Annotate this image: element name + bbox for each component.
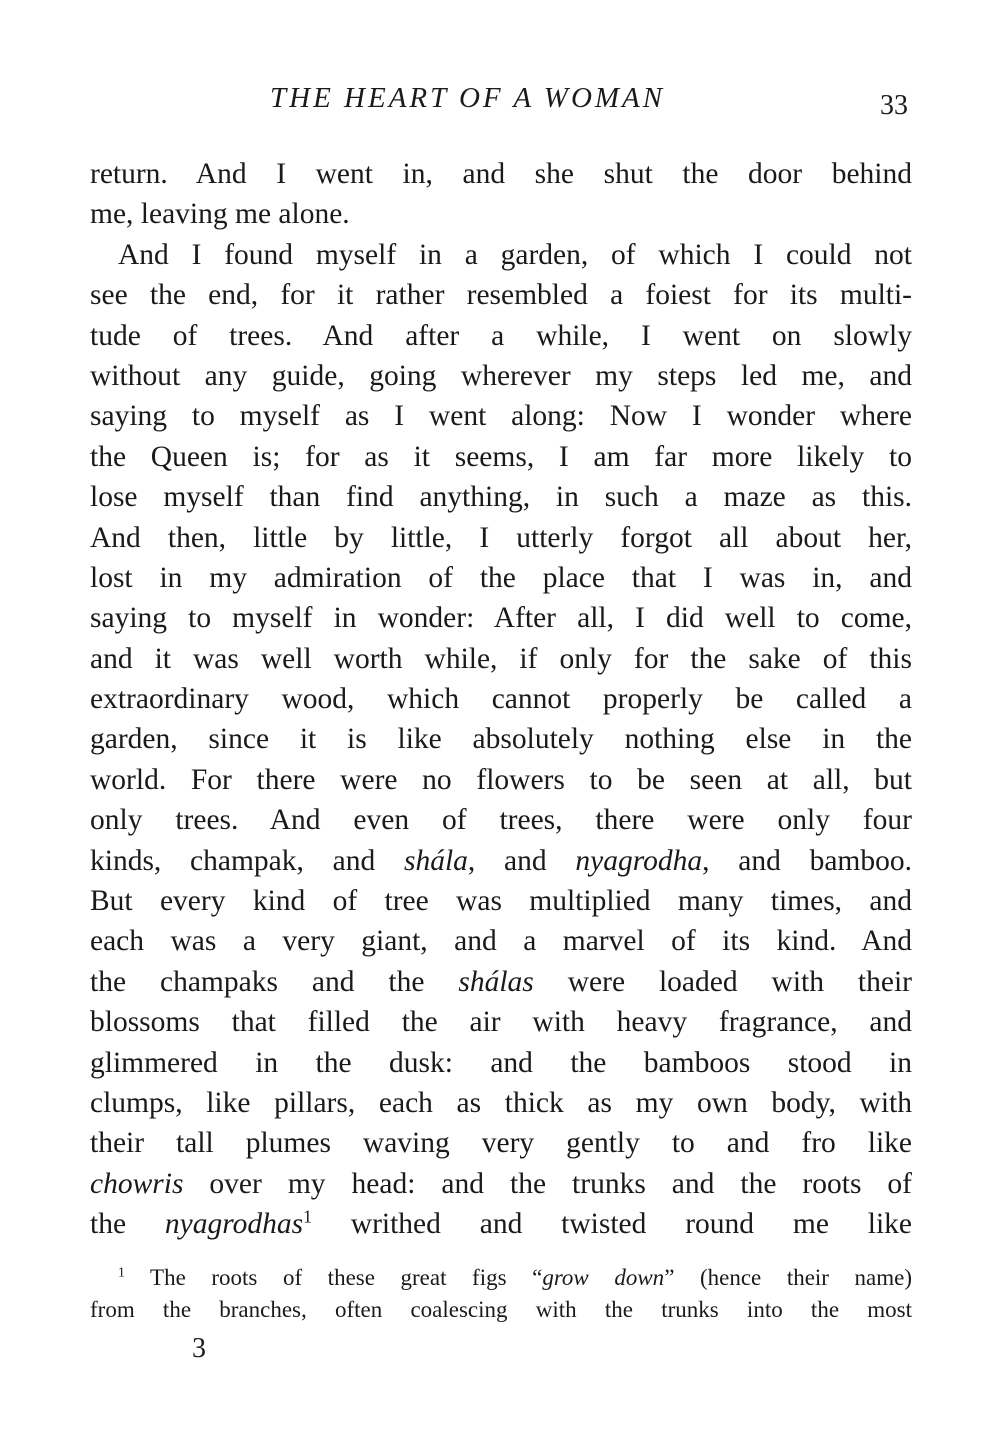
text-line: garden, since it is like absolutely nothing else in the	[90, 723, 912, 756]
italic-term: shála	[403, 844, 468, 877]
italic-term: nyagrodhas	[164, 1208, 304, 1241]
text-line: tude of trees. And after a while, I went on slowly	[90, 319, 912, 352]
text-segment: were loaded with their	[533, 965, 912, 998]
text-segment: The roots of these great figs “	[124, 1265, 543, 1290]
running-head-title: THE HEART OF A WOMAN	[270, 82, 666, 114]
text-line	[90, 1164, 912, 1204]
text-segment: , and bamboo.	[702, 844, 912, 877]
text-line: without any guide, going wherever my steps led me, and	[90, 359, 912, 392]
footnote-line	[90, 1262, 912, 1294]
text-line: see the end, for it rather resembled a foiest for its multi-	[90, 279, 912, 312]
text-line: And then, little by little, I utterly forgot all about her,	[90, 521, 912, 554]
text-line: And I found myself in a garden, of which I could not	[118, 238, 912, 271]
italic-term: shálas	[458, 965, 534, 998]
footnote	[90, 1262, 912, 1326]
text-segment: the	[90, 1208, 165, 1241]
text-line: clumps, like pillars, each as thick as my own body, with	[90, 1086, 912, 1119]
text-line: lost in my admiration of the place that I was in, and	[90, 561, 912, 594]
text-line: extraordinary wood, which cannot properly be called a	[90, 683, 912, 716]
text-line: But every kind of tree was multiplied many times, and	[90, 885, 912, 918]
text-line: saying to myself in wonder: After all, I did well to come,	[90, 602, 912, 635]
text-line: return. And I went in, and she shut the door behind	[90, 158, 912, 190]
text-segment: ” (hence their name)	[664, 1265, 913, 1290]
text-segment: writhed and twisted round me like	[311, 1208, 912, 1241]
text-line	[90, 1204, 912, 1244]
text-line: their tall plumes waving very gently to and fro like	[90, 1127, 912, 1160]
footnote-line: from the branches, often coalescing with the trunks into the most	[90, 1297, 912, 1322]
text-line: world. For there were no flowers to be seen at all, but	[90, 763, 912, 796]
text-segment: over my head: and the trunks and the roots of	[183, 1167, 912, 1200]
text-line: each was a very giant, and a marvel of its kind. And	[90, 925, 912, 958]
text-line: the Queen is; for as it seems, I am far more likely to	[90, 440, 912, 473]
italic-term: grow down	[542, 1265, 665, 1290]
text-segment: kinds, champak, and	[90, 844, 404, 877]
italic-term: nyagrodha	[575, 844, 703, 877]
text-line: only trees. And even of trees, there were only four	[90, 804, 912, 837]
text-line: and it was well worth while, if only for the sake of this	[90, 642, 912, 675]
footnote-reference[interactable]: 1	[303, 1206, 312, 1227]
italic-term: chowris	[90, 1167, 184, 1200]
footnote-marker: 1	[118, 1264, 125, 1280]
text-line: blossoms that filled the air with heavy fragrance, and	[90, 1006, 912, 1039]
text-line: saying to myself as I went along: Now I wonder where	[90, 400, 912, 433]
text-line: me, leaving me alone.	[90, 198, 350, 231]
text-segment: the champaks and the	[90, 965, 459, 998]
text-line: glimmered in the dusk: and the bamboos stood in	[90, 1046, 912, 1079]
text-line: lose myself than find anything, in such a maze as this.	[90, 481, 912, 514]
signature-mark: 3	[192, 1333, 206, 1364]
page-number: 33	[880, 90, 908, 121]
text-segment: , and	[467, 844, 576, 877]
body-text	[90, 154, 912, 1245]
text-line	[90, 962, 912, 1002]
text-line	[90, 841, 912, 881]
